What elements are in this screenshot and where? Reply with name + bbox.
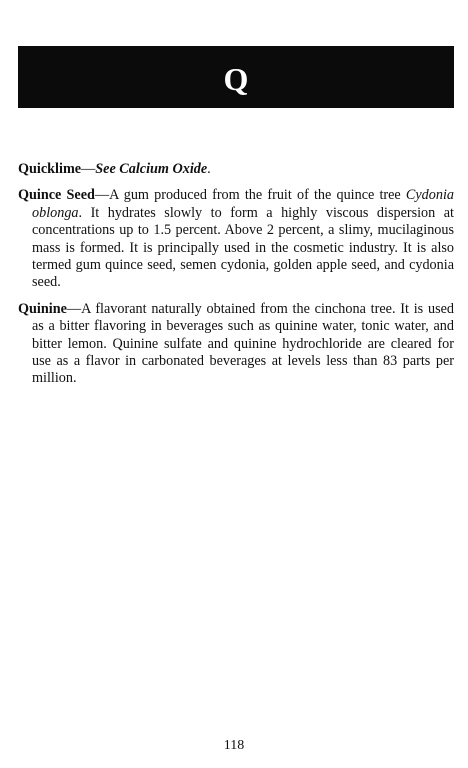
entry-quinine bbox=[18, 301, 454, 388]
section-letter: Q bbox=[223, 61, 249, 97]
entry-term: Quicklime bbox=[18, 161, 82, 177]
glossary-entries bbox=[18, 161, 454, 397]
entry-term: Quinine bbox=[18, 300, 67, 317]
entry-definition: A flavorant naturally obtained from the cinchona tree. It is used as a bitter flavoring in beverages such as quinine water, tonic water, and bitter lemon. Quinine sulfate and quinine hydrochloride are cleared for use as a flavor in carbonated beverages at levels less than 83 parts per million. bbox=[32, 300, 454, 387]
entry-definition-continued: . It hydrates slowly to form a highly viscous dispersion at concentrations up to 1.5 percent. Above 2 percent, a slimy, mucilaginous mass is formed. It is principally used in the cosmetic industry. It is also termed gum quince seed, semen cydonia, golden apple seed, and cydonia seed. bbox=[32, 204, 454, 291]
entry-cross-reference[interactable]: See Calcium Oxide bbox=[95, 161, 208, 177]
entry-quince-seed bbox=[18, 187, 454, 291]
entry-dash: — bbox=[81, 161, 96, 177]
entry-definition: A gum produced from the fruit of the quince tree bbox=[109, 187, 406, 204]
entry-tail: . bbox=[207, 161, 211, 177]
section-letter-banner bbox=[18, 46, 454, 108]
entry-dash: — bbox=[94, 187, 110, 204]
entry-dash: — bbox=[66, 300, 82, 317]
entry-term: Quince Seed bbox=[18, 187, 95, 204]
page-number: 118 bbox=[223, 738, 245, 753]
entry-scientific-name: Cydonia oblonga bbox=[32, 187, 454, 221]
entry-quicklime bbox=[18, 161, 454, 178]
